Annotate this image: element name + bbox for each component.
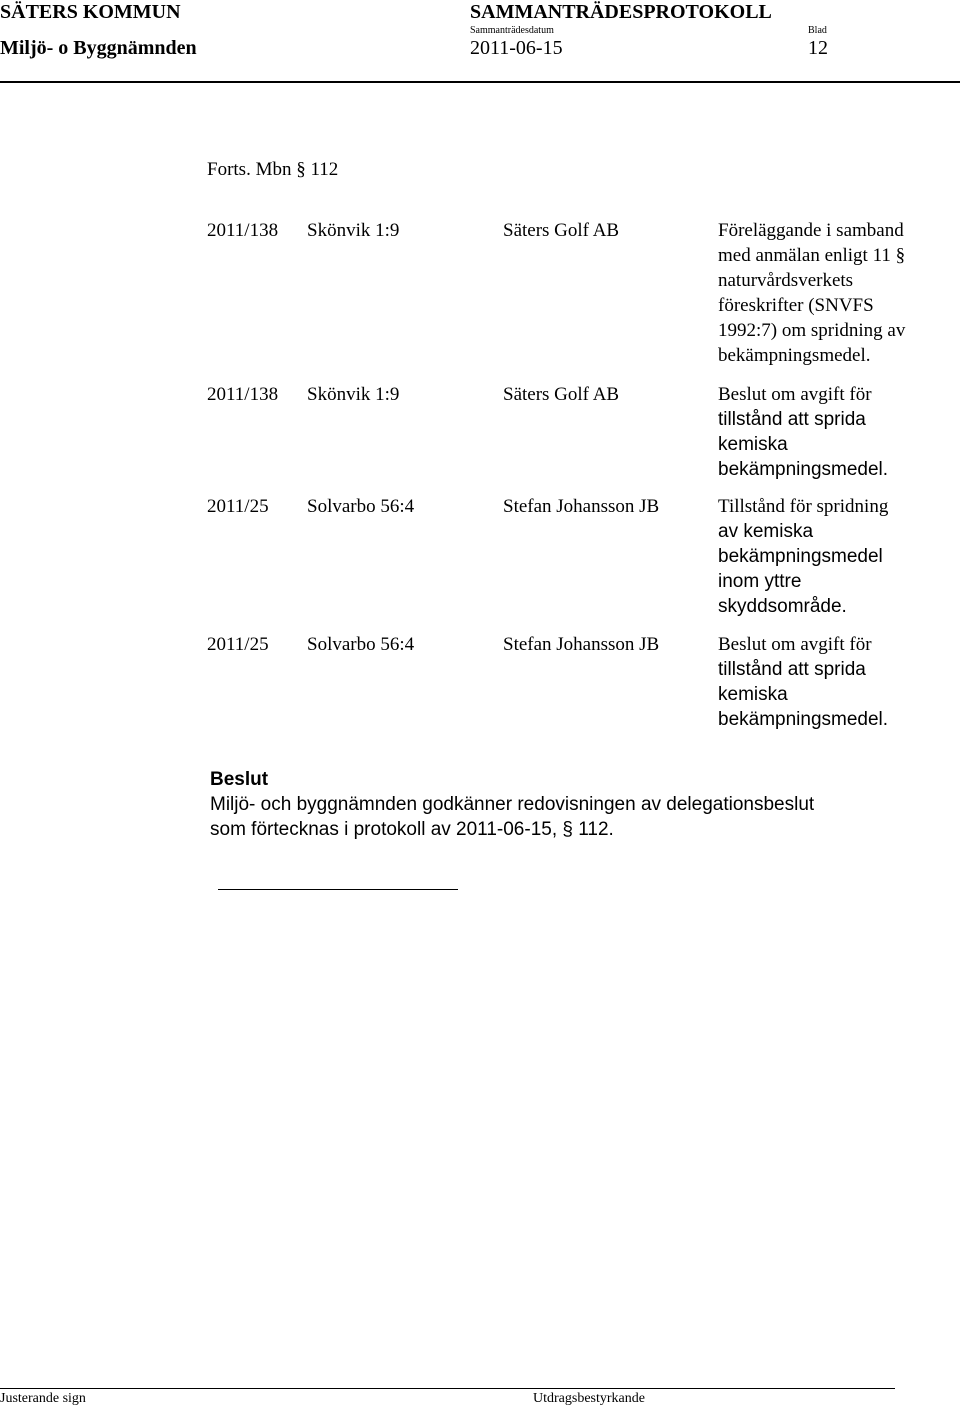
description-line: bekämpningsmedel (718, 546, 883, 567)
description-line: föreskrifter (SNVFS (718, 295, 874, 316)
committee-name: Miljö- o Byggnämnden (0, 37, 197, 59)
decision-heading: Beslut (210, 769, 269, 790)
description-line: Tillstånd för spridning (718, 496, 889, 517)
case-number: 2011/25 (207, 634, 269, 655)
description-line: kemiska (718, 684, 788, 705)
description-line: naturvårdsverkets (718, 270, 854, 291)
description-line: Föreläggande i samband (718, 220, 904, 241)
description-line: bekämpningsmedel. (718, 459, 889, 480)
property: Solvarbo 56:4 (307, 634, 415, 655)
description-line: inom yttre (718, 571, 802, 592)
org-name: SÄTERS KOMMUN (0, 1, 181, 23)
page-label: Blad (808, 25, 827, 36)
meeting-date: 2011-06-15 (470, 37, 563, 59)
property: Solvarbo 56:4 (307, 496, 415, 517)
decision-text-line: som förtecknas i protokoll av 2011-06-15, § 112. (210, 819, 614, 840)
description-line: Beslut om avgift för (718, 384, 872, 405)
property: Skönvik 1:9 (307, 384, 400, 405)
description (718, 632, 947, 732)
header-rule (0, 81, 960, 83)
description-line: tillstånd att sprida (718, 409, 866, 430)
date-label: Sammanträdesdatum (470, 25, 554, 36)
case-number: 2011/25 (207, 496, 269, 517)
description-line: av kemiska (718, 521, 814, 542)
page-number: 12 (808, 37, 828, 59)
description (718, 382, 947, 482)
party: Stefan Johansson JB (503, 496, 660, 517)
party: Stefan Johansson JB (503, 634, 660, 655)
description-line: skyddsområde. (718, 596, 847, 617)
description (718, 218, 947, 368)
footer-rule (0, 1388, 895, 1389)
description-line: bekämpningsmedel. (718, 709, 889, 730)
description-line: Beslut om avgift för (718, 634, 872, 655)
description-line: kemiska (718, 434, 788, 455)
description-line: med anmälan enligt 11 § (718, 245, 906, 266)
case-number: 2011/138 (207, 220, 279, 241)
decision-text-line: Miljö- och byggnämnden godkänner redovisningen av delegationsbeslut (210, 794, 815, 815)
party: Säters Golf AB (503, 220, 620, 241)
party: Säters Golf AB (503, 384, 620, 405)
description-line: 1992:7) om spridning av (718, 320, 906, 341)
description (718, 494, 947, 619)
description-line: bekämpningsmedel. (718, 345, 871, 366)
case-number: 2011/138 (207, 384, 279, 405)
description-line: tillstånd att sprida (718, 659, 866, 680)
property: Skönvik 1:9 (307, 220, 400, 241)
signature-line (218, 889, 458, 890)
section-ref: Forts. Mbn § 112 (207, 159, 339, 180)
footer-utdrag: Utdragsbestyrkande (533, 1391, 645, 1406)
footer-justerande: Justerande sign (0, 1391, 86, 1406)
doc-type: SAMMANTRÄDESPROTOKOLL (470, 1, 772, 23)
